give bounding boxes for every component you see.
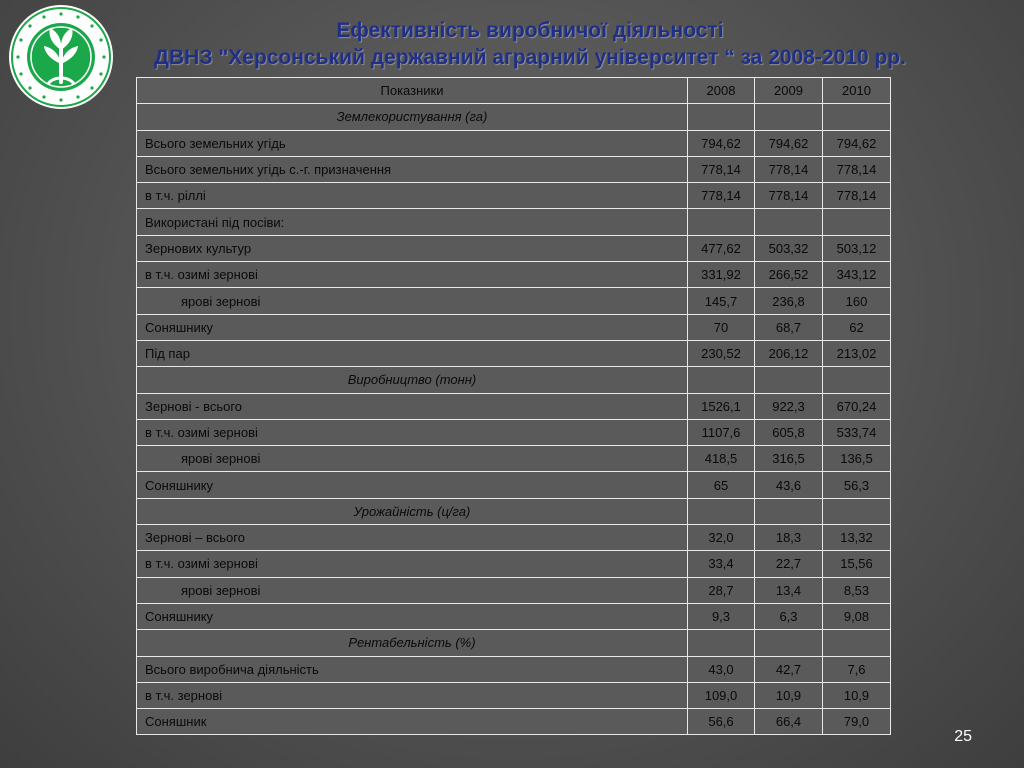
table-section-row: [137, 367, 891, 393]
section-label: Урожайність (ц/га): [137, 498, 688, 524]
table-row: [137, 682, 891, 708]
table-section-row: [137, 104, 891, 130]
value-cell-2010: 794,62: [823, 130, 891, 156]
indicator-label: ярові зернові: [137, 446, 688, 472]
indicator-label: в т.ч. зернові: [137, 682, 688, 708]
value-cell-2008: 778,14: [688, 156, 755, 182]
column-header-2010: 2010: [823, 78, 891, 104]
indicator-label: Соняшнику: [137, 472, 688, 498]
value-cell-2010: 15,56: [823, 551, 891, 577]
value-cell-2009: 778,14: [755, 183, 823, 209]
value-cell-2010: 79,0: [823, 709, 891, 735]
value-cell-2010: 10,9: [823, 682, 891, 708]
value-cell-2008: 33,4: [688, 551, 755, 577]
value-cell-2008: 109,0: [688, 682, 755, 708]
value-cell-2010: [823, 498, 891, 524]
indicator-label: ярові зернові: [137, 577, 688, 603]
value-cell-2009: 794,62: [755, 130, 823, 156]
value-cell-2008: [688, 630, 755, 656]
table-row: [137, 130, 891, 156]
value-cell-2008: 778,14: [688, 183, 755, 209]
table-row: [137, 288, 891, 314]
value-cell-2008: [688, 209, 755, 235]
section-label: Рентабельність (%): [137, 630, 688, 656]
value-cell-2009: 605,8: [755, 419, 823, 445]
table-row: [137, 577, 891, 603]
indicator-label: Зернові - всього: [137, 393, 688, 419]
table-row: [137, 262, 891, 288]
indicator-label: ярові зернові: [137, 288, 688, 314]
value-cell-2010: [823, 367, 891, 393]
value-cell-2008: 331,92: [688, 262, 755, 288]
value-cell-2010: 13,32: [823, 525, 891, 551]
value-cell-2009: 43,6: [755, 472, 823, 498]
value-cell-2010: 7,6: [823, 656, 891, 682]
indicator-label: в т.ч. ріллі: [137, 183, 688, 209]
value-cell-2009: [755, 209, 823, 235]
value-cell-2009: 778,14: [755, 156, 823, 182]
table-row: [137, 603, 891, 629]
indicator-label: Зернових культур: [137, 235, 688, 261]
value-cell-2008: 32,0: [688, 525, 755, 551]
value-cell-2009: 13,4: [755, 577, 823, 603]
column-header-indicators: Показники: [137, 78, 688, 104]
section-label: Землекористування (га): [137, 104, 688, 130]
value-cell-2009: [755, 630, 823, 656]
value-cell-2008: [688, 367, 755, 393]
value-cell-2008: 794,62: [688, 130, 755, 156]
value-cell-2008: 56,6: [688, 709, 755, 735]
column-header-2009: 2009: [755, 78, 823, 104]
value-cell-2010: 533,74: [823, 419, 891, 445]
indicator-label: Зернові – всього: [137, 525, 688, 551]
value-cell-2008: 1107,6: [688, 419, 755, 445]
value-cell-2008: [688, 498, 755, 524]
value-cell-2010: [823, 630, 891, 656]
table-row: [137, 419, 891, 445]
indicator-label: Під пар: [137, 340, 688, 366]
value-cell-2010: 160: [823, 288, 891, 314]
table-row: [137, 446, 891, 472]
table-row: [137, 472, 891, 498]
value-cell-2008: 1526,1: [688, 393, 755, 419]
value-cell-2009: 68,7: [755, 314, 823, 340]
table-row: [137, 314, 891, 340]
value-cell-2010: 62: [823, 314, 891, 340]
table-row: [137, 209, 891, 235]
indicator-label: Всього виробнича діяльність: [137, 656, 688, 682]
value-cell-2008: 9,3: [688, 603, 755, 629]
value-cell-2010: 503,12: [823, 235, 891, 261]
value-cell-2008: 477,62: [688, 235, 755, 261]
table-row: [137, 183, 891, 209]
value-cell-2009: [755, 104, 823, 130]
slide-title: [120, 18, 940, 72]
indicator-label: Використані під посіви:: [137, 209, 688, 235]
table-row: [137, 156, 891, 182]
value-cell-2008: 28,7: [688, 577, 755, 603]
value-cell-2009: 316,5: [755, 446, 823, 472]
page-number: 25: [954, 728, 972, 745]
value-cell-2010: 56,3: [823, 472, 891, 498]
table-row: [137, 551, 891, 577]
value-cell-2009: [755, 367, 823, 393]
value-cell-2009: 6,3: [755, 603, 823, 629]
value-cell-2009: 503,32: [755, 235, 823, 261]
indicator-label: Соняшник: [137, 709, 688, 735]
value-cell-2010: [823, 209, 891, 235]
indicator-label: Всього земельних угідь с.-г. призначення: [137, 156, 688, 182]
value-cell-2009: 10,9: [755, 682, 823, 708]
table-row: [137, 709, 891, 735]
section-label: Виробництво (тонн): [137, 367, 688, 393]
value-cell-2010: 343,12: [823, 262, 891, 288]
value-cell-2008: 418,5: [688, 446, 755, 472]
performance-table: [136, 77, 891, 735]
indicator-label: Соняшнику: [137, 314, 688, 340]
indicator-label: в т.ч. озимі зернові: [137, 419, 688, 445]
table-section-row: [137, 498, 891, 524]
value-cell-2009: 18,3: [755, 525, 823, 551]
value-cell-2010: 778,14: [823, 156, 891, 182]
value-cell-2009: [755, 498, 823, 524]
value-cell-2009: 66,4: [755, 709, 823, 735]
value-cell-2010: 9,08: [823, 603, 891, 629]
value-cell-2010: 670,24: [823, 393, 891, 419]
value-cell-2010: [823, 104, 891, 130]
column-header-2008: 2008: [688, 78, 755, 104]
table-row: [137, 525, 891, 551]
value-cell-2009: 42,7: [755, 656, 823, 682]
table-row: [137, 235, 891, 261]
value-cell-2009: 922,3: [755, 393, 823, 419]
title-line-2: ДВНЗ "Херсонський державний аграрний університет “ за 2008-2010 рр.: [154, 46, 906, 69]
value-cell-2008: 230,52: [688, 340, 755, 366]
value-cell-2010: 8,53: [823, 577, 891, 603]
indicator-label: Соняшнику: [137, 603, 688, 629]
table-body: [137, 104, 891, 735]
table-header-row: [137, 78, 891, 104]
value-cell-2009: 206,12: [755, 340, 823, 366]
table-row: [137, 656, 891, 682]
table-row: [137, 393, 891, 419]
value-cell-2010: 213,02: [823, 340, 891, 366]
value-cell-2008: 70: [688, 314, 755, 340]
value-cell-2008: 65: [688, 472, 755, 498]
value-cell-2010: 778,14: [823, 183, 891, 209]
value-cell-2010: 136,5: [823, 446, 891, 472]
indicator-label: в т.ч. озимі зернові: [137, 262, 688, 288]
value-cell-2009: 266,52: [755, 262, 823, 288]
indicator-label: в т.ч. озимі зернові: [137, 551, 688, 577]
value-cell-2008: 145,7: [688, 288, 755, 314]
value-cell-2009: 22,7: [755, 551, 823, 577]
table-section-row: [137, 630, 891, 656]
value-cell-2009: 236,8: [755, 288, 823, 314]
value-cell-2008: [688, 104, 755, 130]
university-logo-icon: [8, 4, 114, 110]
table-row: [137, 340, 891, 366]
value-cell-2008: 43,0: [688, 656, 755, 682]
title-line-1: Ефективність виробничої діяльності: [336, 19, 724, 42]
indicator-label: Всього земельних угідь: [137, 130, 688, 156]
